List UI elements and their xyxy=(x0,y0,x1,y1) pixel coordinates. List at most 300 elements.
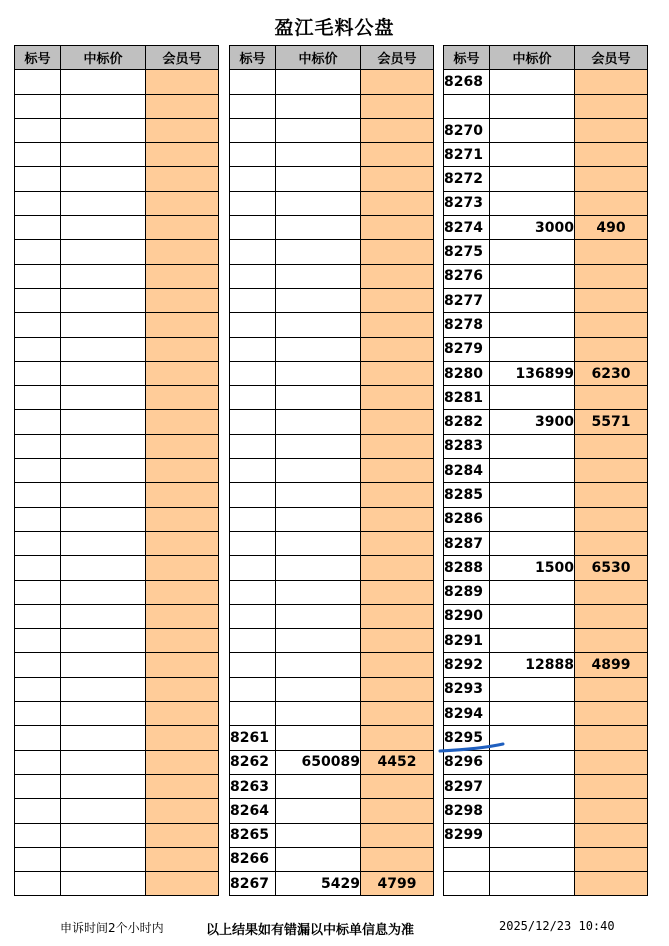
lot-number-cell xyxy=(15,629,61,653)
table-row xyxy=(230,143,434,167)
winning-price-cell xyxy=(490,143,575,167)
table-row xyxy=(230,531,434,555)
member-number-cell xyxy=(361,483,434,507)
lot-number-cell: 8270 xyxy=(444,118,490,142)
winning-price-cell xyxy=(276,823,361,847)
winning-price-cell: 12888 xyxy=(490,653,575,677)
header-row xyxy=(230,46,434,70)
lot-number-cell: 8268 xyxy=(444,70,490,94)
lot-number-cell: 8266 xyxy=(230,847,276,871)
table-row xyxy=(230,264,434,288)
member-number-cell xyxy=(146,604,219,628)
lot-number-cell xyxy=(15,240,61,264)
winning-price-cell xyxy=(61,483,146,507)
winning-price-cell xyxy=(276,677,361,701)
member-number-cell xyxy=(146,531,219,555)
lot-number-cell xyxy=(15,653,61,677)
page-title: 盈江毛料公盘 xyxy=(274,17,395,39)
table-row xyxy=(230,483,434,507)
winning-price-cell xyxy=(61,847,146,871)
winning-price-cell xyxy=(61,653,146,677)
member-number-cell xyxy=(361,702,434,726)
winning-price-cell xyxy=(61,556,146,580)
table-row xyxy=(444,118,648,142)
winning-price-cell xyxy=(61,726,146,750)
lot-number-cell xyxy=(230,216,276,240)
table-row xyxy=(444,94,648,118)
member-number-cell xyxy=(146,774,219,798)
lot-number-cell xyxy=(230,386,276,410)
winning-price-cell xyxy=(276,726,361,750)
member-number-cell xyxy=(146,94,219,118)
winning-price-cell xyxy=(276,313,361,337)
member-number-cell xyxy=(146,386,219,410)
winning-price-cell xyxy=(61,799,146,823)
lot-number-cell: 8272 xyxy=(444,167,490,191)
member-number-cell xyxy=(361,118,434,142)
header-member-number: 会员号 xyxy=(575,46,648,70)
winning-price-cell xyxy=(276,629,361,653)
member-number-cell xyxy=(146,288,219,312)
winning-price-cell: 650089 xyxy=(276,750,361,774)
member-number-cell xyxy=(146,240,219,264)
winning-price-cell xyxy=(276,216,361,240)
table-row xyxy=(15,94,219,118)
table-row xyxy=(15,459,219,483)
lot-number-cell xyxy=(230,604,276,628)
member-number-cell xyxy=(146,70,219,94)
member-number-cell xyxy=(575,191,648,215)
winning-price-cell xyxy=(61,288,146,312)
lot-number-cell xyxy=(444,872,490,896)
table-row xyxy=(15,118,219,142)
table-row xyxy=(230,216,434,240)
member-number-cell xyxy=(146,143,219,167)
table-row xyxy=(15,167,219,191)
member-number-cell: 4899 xyxy=(575,653,648,677)
winning-price-cell xyxy=(61,143,146,167)
lot-number-cell xyxy=(15,604,61,628)
lot-number-cell: 8298 xyxy=(444,799,490,823)
winning-price-cell xyxy=(61,507,146,531)
results-table-2 xyxy=(229,45,434,896)
lot-number-cell xyxy=(230,653,276,677)
table-row xyxy=(444,799,648,823)
winning-price-cell xyxy=(490,191,575,215)
lot-number-cell xyxy=(15,143,61,167)
lot-number-cell: 8291 xyxy=(444,629,490,653)
lot-number-cell xyxy=(15,507,61,531)
member-number-cell xyxy=(361,531,434,555)
member-number-cell xyxy=(361,459,434,483)
lot-number-cell xyxy=(230,70,276,94)
winning-price-cell xyxy=(61,410,146,434)
table-row xyxy=(15,847,219,871)
winning-price-cell xyxy=(490,94,575,118)
table-row xyxy=(15,677,219,701)
winning-price-cell xyxy=(276,143,361,167)
winning-price-cell xyxy=(490,580,575,604)
member-number-cell xyxy=(575,434,648,458)
winning-price-cell xyxy=(490,702,575,726)
member-number-cell xyxy=(361,507,434,531)
lot-number-cell xyxy=(230,264,276,288)
table-row xyxy=(230,386,434,410)
lot-number-cell xyxy=(444,94,490,118)
member-number-cell xyxy=(361,167,434,191)
table-row xyxy=(230,604,434,628)
table-row xyxy=(444,70,648,94)
lot-number-cell: 8264 xyxy=(230,799,276,823)
lot-number-cell xyxy=(15,531,61,555)
table-row xyxy=(15,702,219,726)
table-row xyxy=(15,410,219,434)
winning-price-cell xyxy=(490,677,575,701)
winning-price-cell xyxy=(276,167,361,191)
lot-number-cell xyxy=(230,361,276,385)
lot-number-cell: 8289 xyxy=(444,580,490,604)
appeal-time-note: 申诉时间2个小时内 xyxy=(60,921,164,935)
winning-price-cell xyxy=(61,823,146,847)
winning-price-cell xyxy=(490,264,575,288)
lot-number-cell xyxy=(230,313,276,337)
winning-price-cell xyxy=(276,434,361,458)
member-number-cell xyxy=(575,823,648,847)
lot-number-cell xyxy=(444,847,490,871)
lot-number-cell xyxy=(15,750,61,774)
results-table-3 xyxy=(443,45,648,896)
member-number-cell xyxy=(146,847,219,871)
winning-price-cell xyxy=(276,191,361,215)
table-row xyxy=(444,774,648,798)
table-row xyxy=(444,823,648,847)
winning-price-cell xyxy=(490,823,575,847)
winning-price-cell xyxy=(276,410,361,434)
table-row xyxy=(15,653,219,677)
member-number-cell xyxy=(361,410,434,434)
winning-price-cell xyxy=(276,386,361,410)
winning-price-cell xyxy=(490,750,575,774)
winning-price-cell xyxy=(61,70,146,94)
lot-number-cell xyxy=(15,216,61,240)
member-number-cell xyxy=(146,313,219,337)
header-winning-price: 中标价 xyxy=(61,46,146,70)
table-row xyxy=(15,143,219,167)
table-row xyxy=(15,361,219,385)
lot-number-cell: 8282 xyxy=(444,410,490,434)
table-row xyxy=(230,410,434,434)
member-number-cell xyxy=(361,823,434,847)
lot-number-cell xyxy=(230,94,276,118)
member-number-cell xyxy=(361,677,434,701)
member-number-cell xyxy=(146,337,219,361)
member-number-cell xyxy=(575,143,648,167)
winning-price-cell xyxy=(61,361,146,385)
table-row xyxy=(444,726,648,750)
member-number-cell xyxy=(146,264,219,288)
lot-number-cell: 8271 xyxy=(444,143,490,167)
member-number-cell xyxy=(361,629,434,653)
table-row xyxy=(15,288,219,312)
lot-number-cell: 8288 xyxy=(444,556,490,580)
lot-number-cell xyxy=(15,774,61,798)
header-row xyxy=(444,46,648,70)
table-row xyxy=(230,872,434,896)
table-row xyxy=(15,240,219,264)
member-number-cell xyxy=(575,264,648,288)
lot-number-cell: 8261 xyxy=(230,726,276,750)
winning-price-cell xyxy=(61,337,146,361)
table-row xyxy=(15,313,219,337)
table-row xyxy=(444,629,648,653)
table-row xyxy=(444,702,648,726)
lot-number-cell: 8263 xyxy=(230,774,276,798)
member-number-cell xyxy=(146,507,219,531)
winning-price-cell xyxy=(490,386,575,410)
lot-number-cell xyxy=(15,386,61,410)
table-row xyxy=(230,361,434,385)
winning-price-cell xyxy=(276,94,361,118)
lot-number-cell xyxy=(15,288,61,312)
lot-number-cell xyxy=(15,823,61,847)
table-row xyxy=(444,143,648,167)
winning-price-cell xyxy=(490,799,575,823)
table-row xyxy=(444,216,648,240)
table-row xyxy=(444,167,648,191)
member-number-cell xyxy=(575,70,648,94)
member-number-cell xyxy=(575,386,648,410)
table-row xyxy=(230,337,434,361)
winning-price-cell xyxy=(490,629,575,653)
lot-number-cell xyxy=(230,483,276,507)
member-number-cell xyxy=(146,702,219,726)
table-row xyxy=(230,799,434,823)
member-number-cell xyxy=(146,823,219,847)
lot-number-cell: 8275 xyxy=(444,240,490,264)
winning-price-cell xyxy=(61,580,146,604)
member-number-cell xyxy=(146,726,219,750)
member-number-cell xyxy=(361,653,434,677)
table-row xyxy=(444,459,648,483)
winning-price-cell: 3900 xyxy=(490,410,575,434)
winning-price-cell xyxy=(490,167,575,191)
member-number-cell xyxy=(575,774,648,798)
winning-price-cell xyxy=(61,264,146,288)
lot-number-cell xyxy=(230,580,276,604)
table-row xyxy=(444,264,648,288)
winning-price-cell xyxy=(276,799,361,823)
table-row xyxy=(444,434,648,458)
lot-number-cell xyxy=(230,288,276,312)
member-number-cell xyxy=(361,604,434,628)
winning-price-cell xyxy=(276,240,361,264)
table-row xyxy=(444,653,648,677)
member-number-cell xyxy=(361,847,434,871)
winning-price-cell xyxy=(276,531,361,555)
header-lot-number: 标号 xyxy=(444,46,490,70)
lot-number-cell xyxy=(230,410,276,434)
winning-price-cell xyxy=(490,313,575,337)
winning-price-cell xyxy=(490,288,575,312)
member-number-cell xyxy=(575,847,648,871)
winning-price-cell xyxy=(276,70,361,94)
member-number-cell xyxy=(575,580,648,604)
lot-number-cell xyxy=(230,434,276,458)
table-row xyxy=(230,507,434,531)
header-member-number: 会员号 xyxy=(361,46,434,70)
member-number-cell xyxy=(361,337,434,361)
member-number-cell xyxy=(146,361,219,385)
member-number-cell xyxy=(575,677,648,701)
member-number-cell xyxy=(361,361,434,385)
table-row xyxy=(230,434,434,458)
lot-number-cell: 8277 xyxy=(444,288,490,312)
table-row xyxy=(230,94,434,118)
member-number-cell xyxy=(575,337,648,361)
table-row xyxy=(230,313,434,337)
member-number-cell: 5571 xyxy=(575,410,648,434)
table-row xyxy=(444,872,648,896)
member-number-cell xyxy=(361,386,434,410)
winning-price-cell xyxy=(490,459,575,483)
member-number-cell xyxy=(361,70,434,94)
winning-price-cell xyxy=(276,337,361,361)
member-number-cell xyxy=(146,191,219,215)
winning-price-cell xyxy=(276,507,361,531)
member-number-cell xyxy=(361,556,434,580)
winning-price-cell xyxy=(276,702,361,726)
lot-number-cell xyxy=(230,191,276,215)
table-row xyxy=(444,483,648,507)
member-number-cell xyxy=(146,677,219,701)
member-number-cell xyxy=(146,118,219,142)
lot-number-cell xyxy=(15,94,61,118)
timestamp: 2025/12/23 10:40 xyxy=(499,919,615,933)
winning-price-cell xyxy=(490,337,575,361)
member-number-cell xyxy=(575,750,648,774)
member-number-cell xyxy=(575,313,648,337)
lot-number-cell xyxy=(230,702,276,726)
member-number-cell xyxy=(575,702,648,726)
table-row xyxy=(230,847,434,871)
winning-price-cell xyxy=(276,459,361,483)
table-row xyxy=(444,361,648,385)
table-row xyxy=(444,240,648,264)
member-number-cell xyxy=(575,799,648,823)
lot-number-cell xyxy=(15,167,61,191)
table-row xyxy=(15,750,219,774)
table-row xyxy=(15,872,219,896)
winning-price-cell xyxy=(61,750,146,774)
lot-number-cell: 8294 xyxy=(444,702,490,726)
winning-price-cell xyxy=(61,434,146,458)
member-number-cell xyxy=(361,726,434,750)
table-row xyxy=(444,288,648,312)
member-number-cell xyxy=(146,410,219,434)
member-number-cell xyxy=(146,653,219,677)
winning-price-cell xyxy=(490,774,575,798)
table-row xyxy=(230,70,434,94)
winning-price-cell xyxy=(61,118,146,142)
member-number-cell xyxy=(575,872,648,896)
winning-price-cell xyxy=(61,677,146,701)
table-row xyxy=(230,677,434,701)
lot-number-cell xyxy=(230,507,276,531)
table-row xyxy=(444,580,648,604)
lot-number-cell: 8278 xyxy=(444,313,490,337)
lot-number-cell xyxy=(15,459,61,483)
winning-price-cell xyxy=(276,118,361,142)
lot-number-cell xyxy=(15,191,61,215)
lot-number-cell xyxy=(15,483,61,507)
member-number-cell xyxy=(575,118,648,142)
winning-price-cell xyxy=(61,94,146,118)
winning-price-cell: 5429 xyxy=(276,872,361,896)
lot-number-cell xyxy=(230,118,276,142)
lot-number-cell xyxy=(15,70,61,94)
winning-price-cell xyxy=(61,191,146,215)
member-number-cell xyxy=(575,629,648,653)
lot-number-cell: 8293 xyxy=(444,677,490,701)
winning-price-cell: 1500 xyxy=(490,556,575,580)
winning-price-cell xyxy=(276,580,361,604)
table-row xyxy=(15,216,219,240)
table-row xyxy=(230,629,434,653)
winning-price-cell: 3000 xyxy=(490,216,575,240)
header-lot-number: 标号 xyxy=(15,46,61,70)
lot-number-cell xyxy=(15,702,61,726)
table-row xyxy=(15,774,219,798)
disclaimer-note: 以上结果如有错漏以中标单信息为准 xyxy=(206,923,415,938)
lot-number-cell xyxy=(230,143,276,167)
table-row xyxy=(15,629,219,653)
table-row xyxy=(444,531,648,555)
table-row xyxy=(230,459,434,483)
table-row xyxy=(15,556,219,580)
table-row xyxy=(444,507,648,531)
lot-number-cell xyxy=(230,167,276,191)
lot-number-cell xyxy=(15,118,61,142)
header-winning-price: 中标价 xyxy=(276,46,361,70)
table-row xyxy=(444,847,648,871)
winning-price-cell xyxy=(61,702,146,726)
table-row xyxy=(444,750,648,774)
winning-price-cell xyxy=(276,361,361,385)
member-number-cell xyxy=(575,459,648,483)
member-number-cell xyxy=(361,434,434,458)
member-number-cell xyxy=(361,191,434,215)
table-row xyxy=(230,288,434,312)
winning-price-cell xyxy=(276,774,361,798)
lot-number-cell xyxy=(15,726,61,750)
member-number-cell: 490 xyxy=(575,216,648,240)
header-member-number: 会员号 xyxy=(146,46,219,70)
table-row xyxy=(15,799,219,823)
table-row xyxy=(15,580,219,604)
table-row xyxy=(15,726,219,750)
lot-number-cell: 8287 xyxy=(444,531,490,555)
member-number-cell xyxy=(146,629,219,653)
winning-price-cell xyxy=(61,167,146,191)
lot-number-cell xyxy=(230,459,276,483)
lot-number-cell xyxy=(15,847,61,871)
header-winning-price: 中标价 xyxy=(490,46,575,70)
results-table-1 xyxy=(14,45,219,896)
winning-price-cell xyxy=(276,483,361,507)
table-row xyxy=(444,677,648,701)
member-number-cell: 6530 xyxy=(575,556,648,580)
table-row xyxy=(15,386,219,410)
